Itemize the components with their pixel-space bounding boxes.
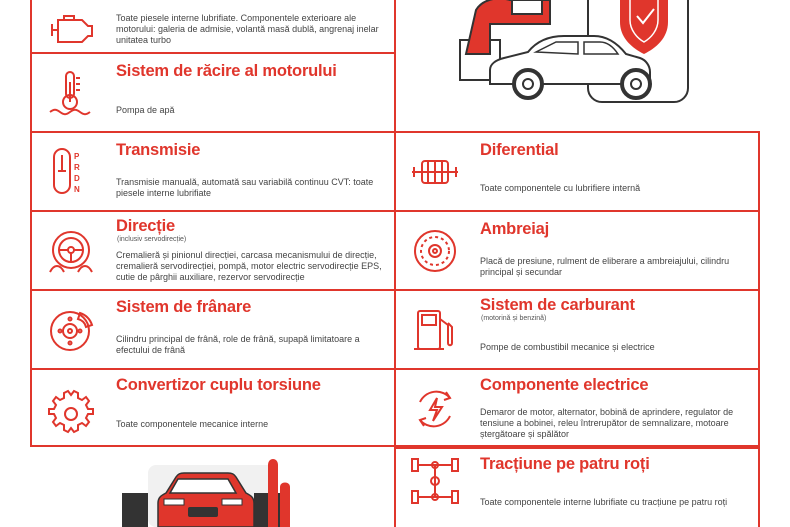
- fuel-pump-icon: [410, 305, 460, 355]
- clutch-plate-icon: [410, 226, 460, 276]
- clutch-title: Ambreiaj: [480, 220, 550, 238]
- steering-subtitle: (inclusiv servodirecție): [117, 236, 187, 243]
- gear-d: D: [74, 174, 80, 183]
- fuel-description: Pompe de combustibil mecanice și electrice: [480, 342, 655, 352]
- coverage-cell-electrical: [394, 368, 760, 447]
- transmission-title: Transmisie: [116, 141, 201, 159]
- torque-converter-icon: [46, 384, 96, 434]
- car-lift-shield-illustration: [440, 0, 710, 115]
- cooling-description: Pompa de apă: [116, 105, 175, 115]
- coverage-cell-engine: [30, 0, 396, 54]
- red-car-front-illustration: [118, 455, 308, 527]
- awd-description: Toate componentele interne lubrifiate cu tracțiune pe patru roți: [480, 497, 728, 507]
- coverage-cell-transmission: [30, 131, 396, 212]
- gear-r: R: [74, 163, 80, 172]
- electrical-cycle-icon: [410, 384, 460, 434]
- coverage-cell-cooling: [30, 52, 396, 133]
- engine-description: Toate piesele interne lubrifiate. Componentele exterioare ale motorului: galeria de admisie, volantă masă dublă, angrenaj inelar unitatea turbo: [116, 13, 379, 45]
- thermometer-icon: [46, 68, 96, 118]
- coverage-cell-brakes: [30, 289, 396, 370]
- brake-disc-icon: [46, 305, 96, 355]
- gear-p: P: [74, 152, 80, 161]
- steering-title: Direcție: [116, 217, 175, 235]
- awd-title: Tracțiune pe patru roți: [480, 455, 650, 473]
- drivetrain-axle-icon: [410, 457, 460, 507]
- coverage-cell-steering: [30, 210, 396, 291]
- coverage-cell-torque-converter: [30, 368, 396, 447]
- torque-title: Convertizor cuplu torsiune: [116, 376, 321, 394]
- fuel-subtitle: (motorină și benzină): [481, 315, 547, 322]
- engine-icon: [46, 4, 96, 54]
- coverage-cell-differential: [394, 131, 760, 212]
- steering-description: Cremalieră și pinionul direcției, carcasa mecanismului de direcție, cremalieră servodirecției, pompă, motor electric servodirecție EPS, cutie de pârghii auxiliare, rezervor servodirecție: [116, 250, 382, 282]
- brakes-description: Cilindru principal de frână, role de frână, supapă limitatoare a efectului de frână: [116, 334, 360, 355]
- coverage-cell-clutch: [394, 210, 760, 291]
- fuel-title: Sistem de carburant: [480, 296, 635, 314]
- differential-title: Diferential: [480, 141, 559, 159]
- clutch-description: Placă de presiune, rulment de eliberare a ambreiajului, cilindru principal și secundar: [480, 256, 730, 277]
- differential-icon: [410, 147, 460, 197]
- electrical-title: Componente electrice: [480, 376, 649, 394]
- torque-description: Toate componentele mecanice interne: [116, 419, 269, 429]
- steering-wheel-icon: [46, 226, 96, 276]
- transmission-description: Transmisie manuală, automată sau variabilă continuu CVT: toate piesele interne lubrifiate: [116, 177, 374, 198]
- differential-description: Toate componentele cu lubrifiere internă: [480, 183, 641, 193]
- coverage-cell-fuel: [394, 289, 760, 370]
- brakes-title: Sistem de frânare: [116, 298, 252, 316]
- electrical-description: Demaror de motor, alternator, bobină de aprindere, regulator de tensiune a bobinei, releu întrerupător de semnalizare, motoare ștergătoare și spălător: [480, 407, 734, 439]
- gear-n: N: [74, 185, 80, 194]
- cooling-title: Sistem de răcire al motorului: [116, 62, 337, 80]
- coverage-cell-awd: [394, 447, 760, 527]
- gear-shifter-icon: [46, 147, 96, 197]
